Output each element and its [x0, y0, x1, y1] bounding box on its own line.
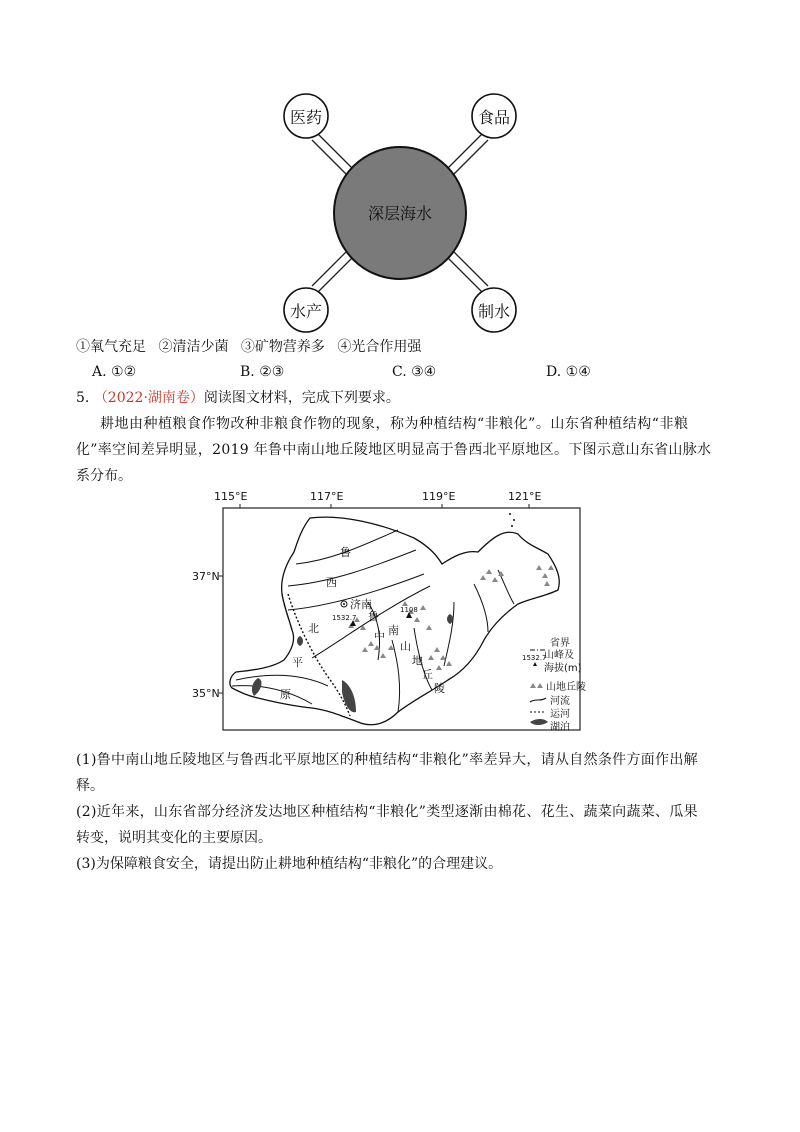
region-label: 地 — [412, 654, 423, 667]
lon-label: 121°E — [508, 490, 542, 503]
node-medicine: 医药 — [289, 108, 322, 127]
option-text: ③④ — [411, 364, 437, 380]
legend-canal: 运河 — [550, 709, 570, 720]
shandong-map — [192, 490, 592, 735]
q4-option-d[interactable] — [546, 362, 591, 382]
lat-label: 35°N — [192, 687, 220, 700]
region-label: 北 — [308, 622, 319, 635]
node-water-making: 制水 — [477, 302, 510, 321]
region-label: 西 — [326, 576, 337, 589]
q5-header — [76, 388, 400, 408]
region-label: 鲁 — [340, 546, 351, 559]
option-label: A. — [92, 364, 107, 380]
peak-label: 1532.7 — [332, 614, 357, 622]
lon-label: 117°E — [310, 490, 344, 503]
q4-option-a[interactable] — [92, 362, 136, 382]
diagram-center-label: 深层海水 — [367, 204, 432, 223]
q5-sub3: (3)为保障粮食安全，请提出防止耕地种植结构“非粮化”的合理建议。 — [76, 856, 503, 872]
q5-source: （2022·湖南卷） — [93, 390, 204, 406]
node-food: 食品 — [477, 108, 510, 127]
q5-intro: 阅读图文材料，完成下列要求。 — [203, 390, 400, 406]
peak-label: 1108 — [400, 606, 418, 614]
region-label: 中 — [374, 630, 385, 643]
q5-material-line3: 系分布。 — [76, 468, 132, 484]
q5-sub2-line1: (2)近年来，山东省部分经济发达地区种植结构“非粮化”类型逐渐由棉花、花生、蔬菜向蔬菜、瓜果 — [76, 804, 698, 820]
region-label: 原 — [280, 688, 291, 701]
region-label: 鲁 — [368, 610, 379, 623]
lat-label: 37°N — [192, 570, 220, 583]
legend-boundary: 省界 — [550, 638, 570, 649]
city-label: 济南 — [350, 598, 372, 611]
option-text: ①④ — [565, 364, 591, 380]
region-label: 南 — [388, 624, 399, 637]
map-graphic — [192, 490, 592, 735]
lon-label: 119°E — [422, 490, 456, 503]
region-label: 山 — [400, 640, 411, 653]
q5-sub1-line2: 释。 — [76, 778, 104, 794]
legend-peak-sample: 1532.7 — [522, 654, 547, 662]
node-aquatic: 水产 — [289, 302, 322, 321]
region-label: 平 — [292, 656, 303, 669]
q5-sub1-line1: (1)鲁中南山地丘陵地区与鲁西北平原地区的种植结构“非粮化”率差异大，请从自然条件方面作出解 — [76, 752, 698, 768]
q5-material-line1: 耕地由种植粮食作物改种非粮食作物的现象，称为种植结构“非粮化”。山东省种植结构“非粮 — [100, 416, 689, 432]
option-label: D. — [546, 364, 562, 380]
q5-material-line2: 化”率空间差异明显，2019 年鲁中南山地丘陵地区明显高于鲁西北平原地区。下图示意山东省山脉水 — [76, 442, 712, 458]
option-text: ②③ — [259, 364, 285, 380]
option-label: B. — [240, 364, 255, 380]
legend-peak-line1: 山峰及 — [544, 650, 574, 661]
option-text: ①② — [111, 364, 137, 380]
legend-hills: 山地丘陵 — [546, 682, 586, 693]
lon-label: 115°E — [214, 490, 248, 503]
q5-number: 5. — [76, 390, 90, 406]
q4-option-b[interactable] — [240, 362, 284, 382]
q4-option-c[interactable] — [392, 362, 436, 382]
q5-sub2-line2: 转变，说明其变化的主要原因。 — [76, 830, 272, 846]
region-label: 陵 — [434, 682, 445, 695]
legend-river: 河流 — [550, 696, 570, 707]
legend-lake: 湖泊 — [550, 722, 570, 733]
option-label: C. — [392, 364, 407, 380]
region-label: 丘 — [422, 668, 433, 681]
legend-peak-line2: 海拔(m) — [544, 663, 582, 674]
q4-statements: ①氧气充足 ②清洁少菌 ③矿物营养多 ④光合作用强 — [76, 339, 422, 355]
